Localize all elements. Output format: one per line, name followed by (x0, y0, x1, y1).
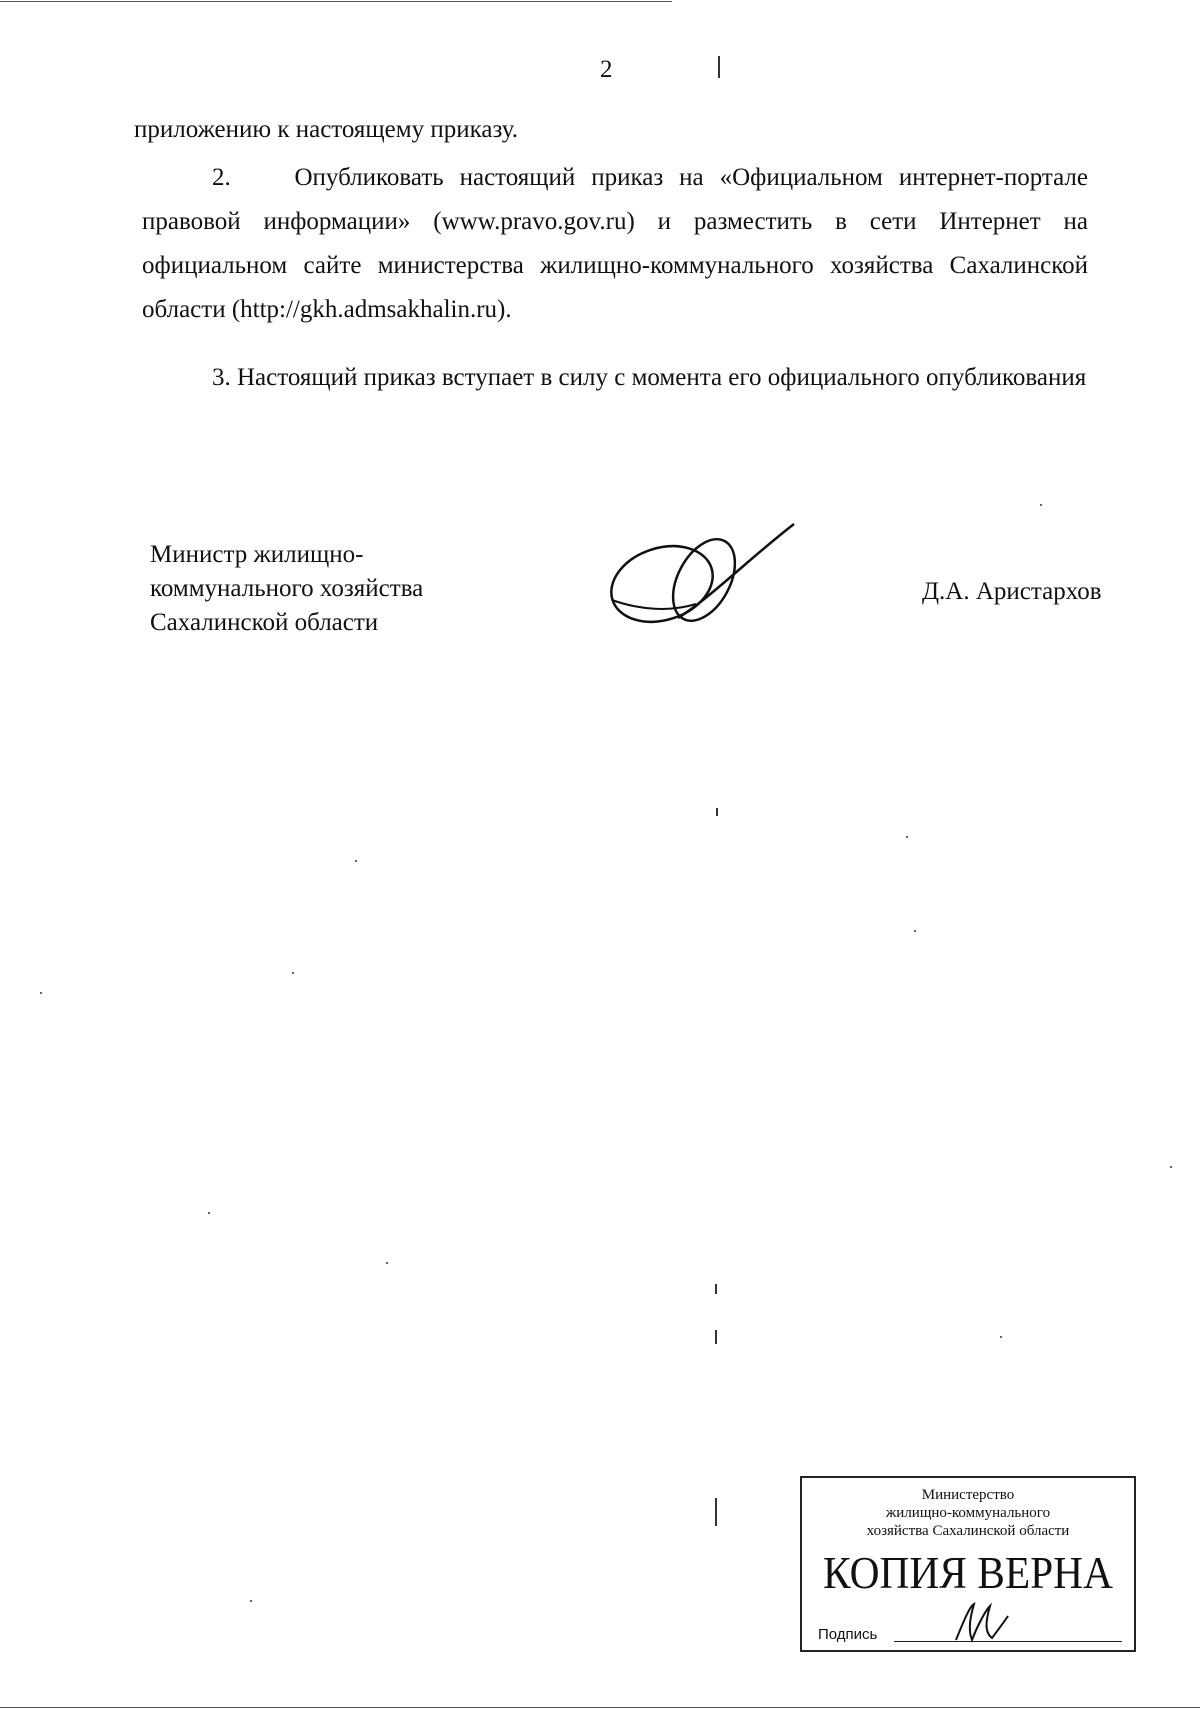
page-number: 2 (600, 56, 613, 83)
scan-speck (1170, 1166, 1172, 1168)
scan-speck (1040, 504, 1042, 506)
scan-speck (718, 56, 720, 78)
handwritten-signature (600, 518, 800, 643)
scan-speck (386, 1262, 388, 1264)
stamp-signature-scribble (952, 1600, 1012, 1651)
scan-speck (716, 808, 718, 816)
scan-speck (906, 836, 908, 838)
scan-speck (292, 972, 294, 974)
signatory-title-line: Министр жилищно- (150, 541, 364, 568)
scan-speck (715, 1330, 717, 1344)
scan-speck (715, 1284, 717, 1294)
stamp-main-text: КОПИЯ ВЕРНА (823, 1547, 1113, 1598)
signatory-title (150, 538, 423, 640)
scan-edge-bottom (0, 1707, 1200, 1708)
stamp-org-line: жилищно-коммунального (885, 1505, 1051, 1521)
scan-speck (1000, 1336, 1002, 1338)
scan-speck (355, 860, 357, 862)
signatory-name: Д.А. Аристархов (922, 578, 1102, 605)
scan-speck (208, 1212, 210, 1214)
scan-speck (250, 1600, 252, 1602)
signatory-title-line: коммунального хозяйства (150, 575, 424, 602)
stamp-signature-label: Подпись (818, 1626, 878, 1643)
scan-speck (40, 992, 42, 994)
scan-speck (715, 1498, 717, 1526)
scan-edge-top (0, 1, 672, 2)
paragraph-item-2: 2. Опубликовать настоящий приказ на «Официальном интернет-портале правовой информации» (www.pravo.gov.ru) и разместить в сети Интернет на официальном сайте министерства жилищно-коммунального хозяйства Сахалинской области (http://gkh.admsakhalin.ru). (142, 164, 1088, 323)
paragraph-item-3: 3. Настоящий приказ вступает в силу с момента его официального опубликования (212, 364, 1087, 391)
certification-stamp (800, 1476, 1136, 1652)
paragraph-continuation: приложению к настоящему приказу. (134, 116, 519, 143)
signatory-title-line: Сахалинской области (150, 609, 379, 636)
scan-speck (914, 930, 916, 932)
stamp-org-line: хозяйства Сахалинской области (866, 1523, 1070, 1539)
stamp-org-line: Министерство (921, 1487, 1015, 1503)
